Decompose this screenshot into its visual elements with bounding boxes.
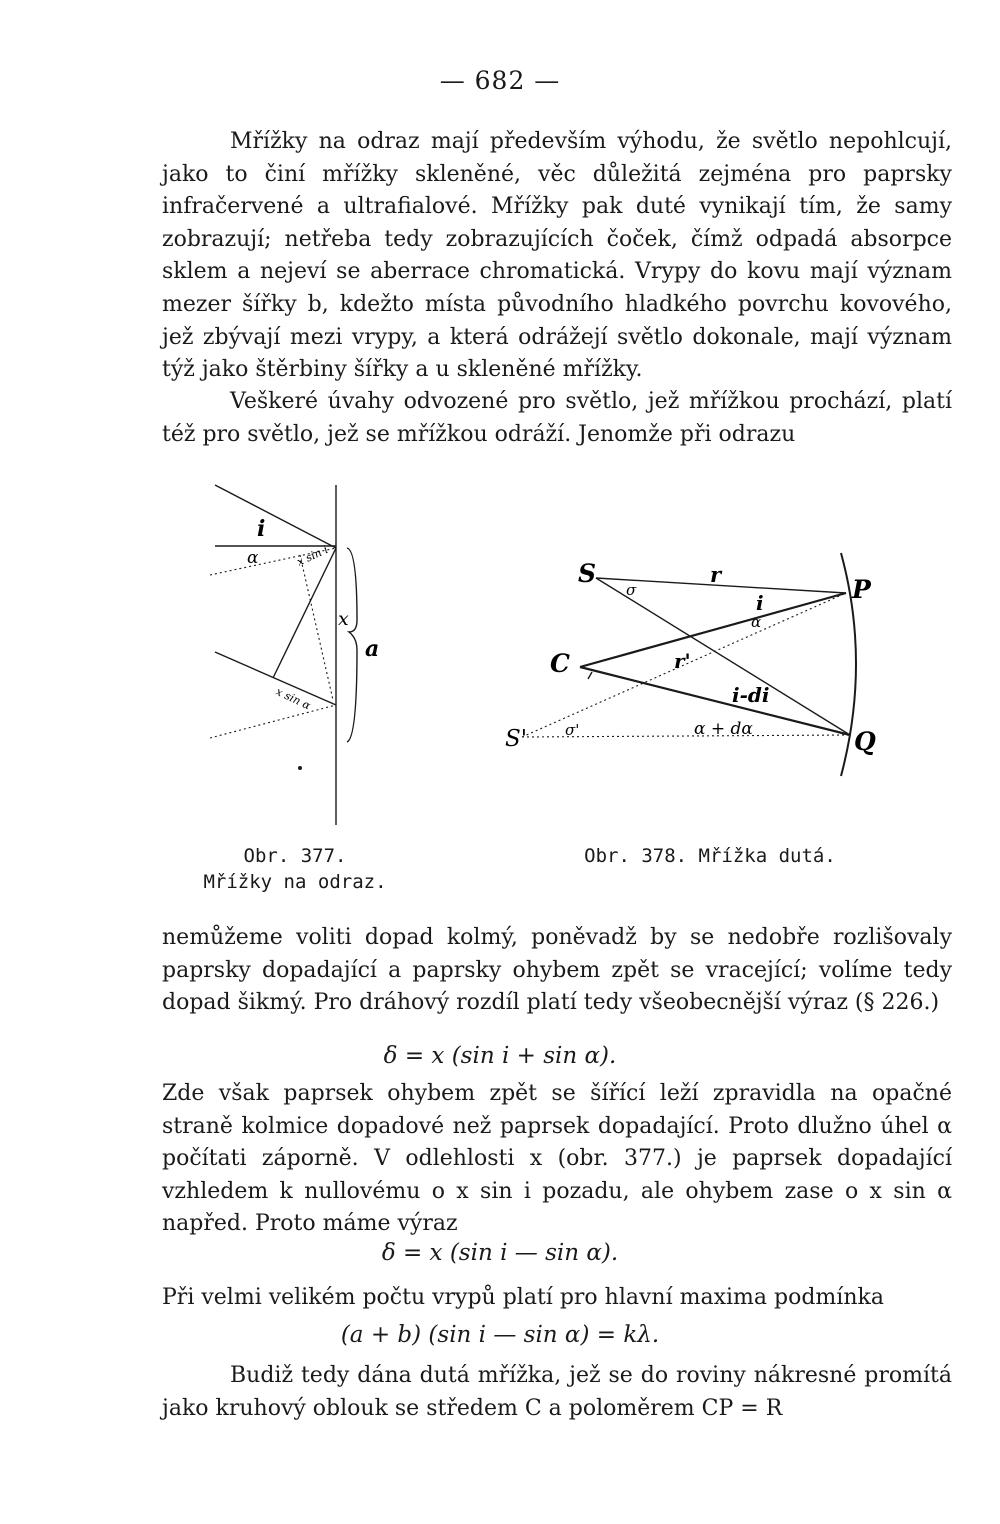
paragraph-6: Budiž tedy dána dutá mřížka, jež se do roviny nákresné promítá jako kruhový oblouk se středem C a poloměrem CP = R <box>162 1363 952 1421</box>
diffracted-ray-2 <box>210 705 336 738</box>
label-i: i <box>756 591 764 615</box>
label-S: S <box>578 559 597 588</box>
equation-3: (a + b) (sin i — sin α) = kλ. <box>340 1322 660 1348</box>
label-rprime: r' <box>674 649 691 673</box>
equation-1: δ = x (sin i + sin α). <box>383 1043 617 1069</box>
label-i: i <box>257 516 266 542</box>
figure-377-caption <box>200 843 390 895</box>
brace-a <box>347 548 357 742</box>
paragraph-4: Zde však paprsek ohybem zpět se šířící leží zpravidla na opačné straně kolmice dopadové než paprsek dopadající. Proto dlužno úhel α počítati záporně. V odlehlosti x (obr. 377.) je paprsek dopadající vzhledem k nullovému o x sin i pozadu, ale ohybem zase o x sin α napřed. Proto máme výraz <box>162 1081 952 1237</box>
label-idi: i-di <box>732 683 770 707</box>
label-sigmaprime: σ' <box>565 721 580 739</box>
equation-2: δ = x (sin i — sin α). <box>381 1240 619 1266</box>
label-alpha: α <box>247 548 259 568</box>
label-xsini: x sin i <box>294 543 331 569</box>
label-Sprime: S' <box>505 726 528 752</box>
label-alphadalpha: α + dα <box>694 719 753 739</box>
paragraph-2: Veškeré úvahy odvozené pro světlo, jež mřížkou prochází, platí též pro světlo, jež se mřížkou odráží. Jenomže při odrazu <box>162 389 952 447</box>
figure-378-caption: Obr. 378. Mřížka dutá. <box>584 845 836 867</box>
label-C: C <box>550 649 570 678</box>
label-x: x <box>338 608 349 630</box>
incident-ray-1 <box>215 485 336 548</box>
dot <box>298 766 302 770</box>
label-sigma: σ <box>626 581 637 599</box>
label-r: r <box>710 562 722 587</box>
figure-377 <box>205 480 405 830</box>
figure-377-caption-line2: Mřížky na odraz. <box>203 871 387 893</box>
label-Q: Q <box>854 727 876 756</box>
paragraph-5: Při velmi velikém počtu vrypů platí pro hlavní maxima podmínka <box>162 1285 884 1310</box>
label-alpha: α <box>751 613 762 631</box>
figure-378 <box>500 548 890 788</box>
line-CP <box>580 593 846 667</box>
paragraph-3: nemůžeme voliti dopad kolmý, poněvadž by se nedobře rozlišovaly paprsky dopadající a paprsky ohybem zpět se vracející; volíme tedy dopad šikmý. Pro dráhový rozdíl platí tedy všeobecnější výraz (§ 226.) <box>162 925 952 1016</box>
tick-C <box>588 672 592 679</box>
perpendicular-line <box>273 548 336 678</box>
label-xsinalpha: x sin α <box>273 684 313 713</box>
figure-377-caption-line1: Obr. 377. <box>243 845 347 867</box>
label-P: P <box>852 575 871 604</box>
paragraph-1: Mřížky na odraz mají především výhodu, že světlo nepohlcují, jako to činí mřížky skleněné, věc důležitá zejména pro paprsky infračervené a ultrafialové. Mřížky pak duté vynikají tím, že samy zobrazují; netřeba tedy zobrazujících čoček, čímž odpadá absorpce sklem a nejeví se aberrace chromatická. Vrypy do kovu mají význam mezer šířky b, kdežto místa původního hladkého povrchu kovového, jež zbývají mezi vrypy, a která odrážejí světlo dokonale, mají význam týž jako štěrbiny šířky a u skleněné mřížky. <box>162 129 952 383</box>
page-number: — 682 — <box>439 66 561 95</box>
perpendicular-dashed <box>300 555 333 700</box>
label-a: a <box>365 636 380 662</box>
